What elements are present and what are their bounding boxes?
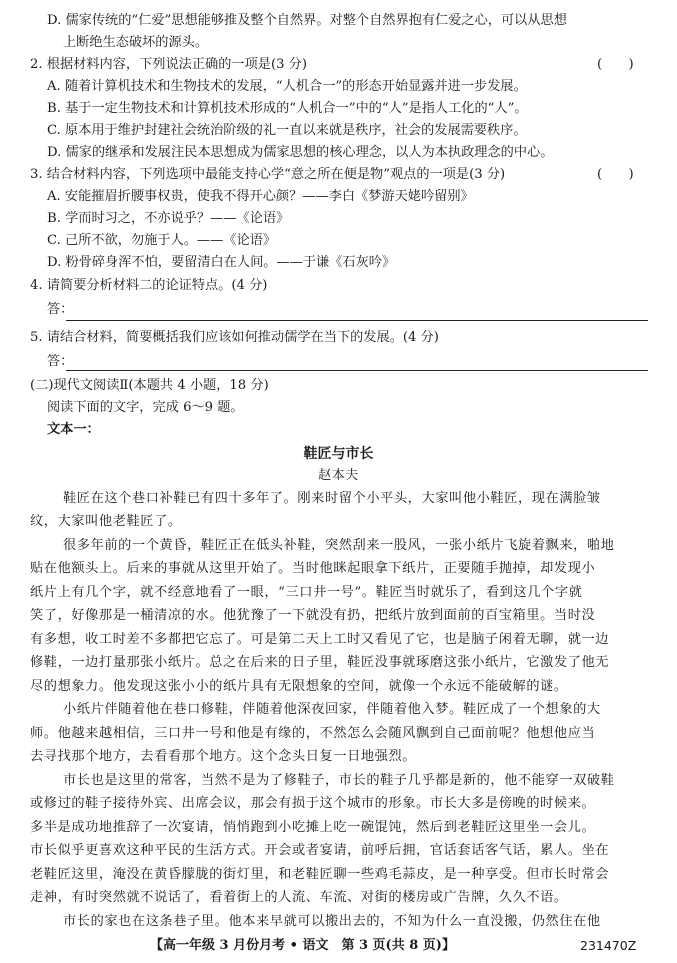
story-line: 很多年前的一个黄昏，鞋匠正在低头补鞋，突然刮来一股风，一张小纸片飞旋着飘来，啪地 <box>63 538 615 553</box>
story-line: 纸片上有几个字，就不经意地看了一眼，“三口井一号”。鞋匠当时就乐了，看到这几个字就 <box>30 585 583 600</box>
question-3-option-b: B. 学而时习之，不亦说乎？——《论语》 <box>47 211 290 226</box>
question-2-stem: 2. 根据材料内容，下列说法正确的一项是(3 分) <box>30 57 308 72</box>
option-d-line2: 上断绝生态破坏的源头。 <box>63 35 209 50</box>
question-2-answer-paren: ( ) <box>597 57 634 72</box>
story-line: 有多想，收工时差不多都把它忘了。可是第二天上工时又看见了它，也是脑子闲着无聊，就一边 <box>30 632 610 647</box>
story-title: 鞋匠与市长 <box>303 446 374 462</box>
question-3-stem: 3. 结合材料内容，下列选项中最能支持心学“意之所在便是物”观点的一项是(3 分) <box>30 167 506 182</box>
question-4-answer-line[interactable] <box>66 320 648 321</box>
question-4-stem: 4. 请简要分析材料二的论证特点。(4 分) <box>30 278 268 293</box>
question-3-option-a: A. 安能摧眉折腰事权贵，使我不得开心颜？——李白《梦游天姥吟留别》 <box>47 189 474 204</box>
question-5-answer-label: 答： <box>47 354 74 369</box>
story-line: 尽的想象力。他发现这张小小的纸片具有无限想象的空间，就像一个永远不能破解的谜。 <box>30 679 568 694</box>
page-footer <box>0 935 677 957</box>
text-one-label: 文本一： <box>47 422 100 437</box>
story-line: 或修过的鞋子接待外宾、出席会议，那会有损于这个城市的形象。市长大多是傍晚的时候来。 <box>30 796 596 811</box>
story-line: 修鞋，一边打量那张小纸片。总之在后来的日子里，鞋匠没事就琢磨这张小纸片，它激发了他无 <box>30 655 610 670</box>
question-2-option-c: C. 原本用于维护封建社会统治阶级的礼一直以来就是秩序，社会的发展需要秩序。 <box>47 123 527 138</box>
story-line: 老鞋匠这里，淹没在黄昏朦胧的街灯里，和老鞋匠聊一些鸡毛蒜皮，是一种享受。但市长时常会 <box>30 867 610 882</box>
story-line: 走神，有时突然就不说话了，看着街上的人流、车流、对街的楼房或广告牌，久久不语。 <box>30 890 568 905</box>
question-3-answer-paren: ( ) <box>597 167 634 182</box>
story-line: 笑了，好像那是一桶清凉的水。他犹豫了一下就没有扔，把纸片放到面前的百宝箱里。当时没 <box>30 608 596 623</box>
story-line: 贴在他额头上。后来的事就从这里开始了。当时他眯起眼拿下纸片，正要随手抛掉，却发现小 <box>30 561 596 576</box>
story-line: 小纸片伴随着他在巷口修鞋，伴随着他深夜回家，伴随着他入梦。鞋匠成了一个想象的大 <box>63 702 601 717</box>
footer-exam-info: 【高一年级 3 月份月考 • 语文 第 3 页(共 8 页)】 <box>150 938 455 953</box>
question-2-option-a: A. 随着计算机技术和生物技术的发展，“人机合一”的形态开始显露并进一步发展。 <box>47 79 527 94</box>
question-5-answer-line[interactable] <box>66 370 648 371</box>
option-d-line1: D. 儒家传统的“仁爱”思想能够推及整个自然界。对整个自然界抱有仁爱之心，可以从思想 <box>47 13 567 28</box>
question-4-answer-label: 答： <box>47 302 74 317</box>
footer-code: 231470Z <box>580 938 637 953</box>
question-3-option-c: C. 己所不欲，勿施于人。——《论语》 <box>47 233 277 248</box>
story-line: 市长也是这里的常客，当然不是为了修鞋子，市长的鞋子几乎都是新的，他不能穿一双破鞋 <box>63 773 615 788</box>
question-3-option-d: D. 粉骨碎身浑不怕，要留清白在人间。——于谦《石灰吟》 <box>47 255 396 270</box>
question-5-stem: 5. 请结合材料，简要概括我们应该如何推动儒学在当下的发展。(4 分) <box>30 330 439 345</box>
story-line: 纹，大家叫他老鞋匠了。 <box>30 514 182 529</box>
story-line: 市长似乎更喜欢这种平民的生活方式。开会或者宴请，前呼后拥，官话套话客气话，累人。坐在 <box>30 843 610 858</box>
story-line: 鞋匠在这个巷口补鞋已有四十多年了。刚来时留个小平头，大家叫他小鞋匠，现在满脸皱 <box>63 491 601 506</box>
story-line: 市长的家也在这条巷子里。他本来早就可以搬出去的，不知为什么一直没搬，仍然住在他 <box>63 914 601 929</box>
question-2-option-b: B. 基于一定生物技术和计算机技术形成的“人机合一”中的“人”是指人工化的“人”。 <box>47 101 528 116</box>
question-2-option-d: D. 儒家的继承和发展注民本思想成为儒家思想的核心理念，以人为本执政理念的中心。 <box>47 145 554 160</box>
story-line: 师。他越来越相信，三口井一号和他是有缘的，不然怎么会随风飘到自己面前呢？他想他应当 <box>30 726 596 741</box>
story-line: 多半是成功地推辞了一次宴请，悄悄跑到小吃摊上吃一碗馄饨，然后到老鞋匠这里坐一会儿。 <box>30 820 596 835</box>
section-instruction: 阅读下面的文字，完成 6～9 题。 <box>47 400 244 415</box>
story-line: 去寻找那个地方，去看看那个地方。这个念头日复一日地强烈。 <box>30 749 417 764</box>
section-heading: (二)现代文阅读Ⅱ(本题共 4 小题，18 分) <box>30 378 269 393</box>
story-author: 赵本夫 <box>318 468 359 483</box>
